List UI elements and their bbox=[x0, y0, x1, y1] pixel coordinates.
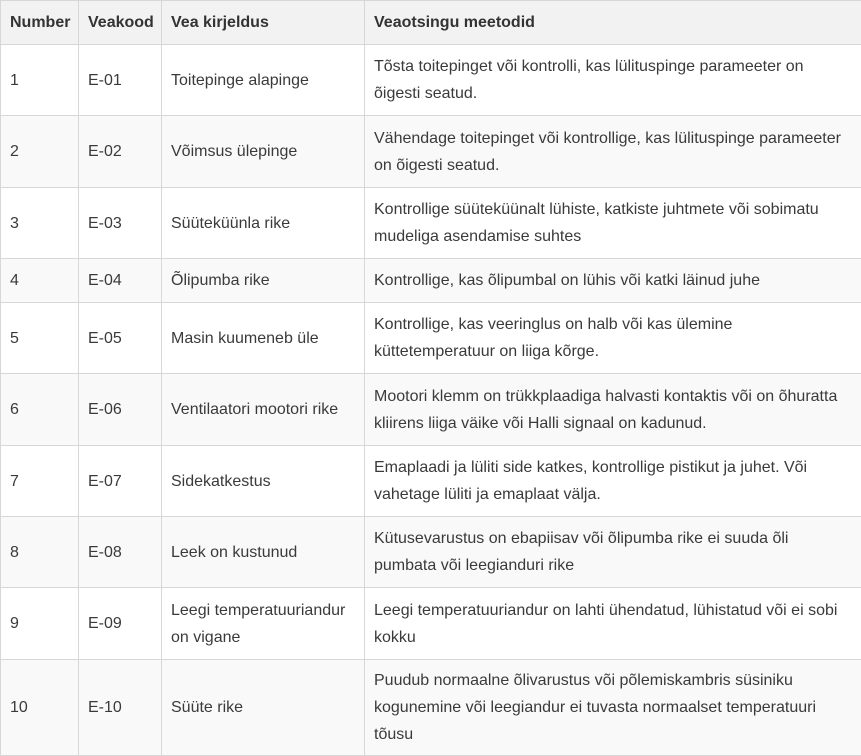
cell-fault-code: E-06 bbox=[79, 374, 162, 446]
cell-fault-description: Võimsus ülepinge bbox=[162, 116, 365, 188]
header-fault-description: Vea kirjeldus bbox=[162, 1, 365, 45]
cell-fault-description: Süüte rike bbox=[162, 660, 365, 756]
table-row bbox=[1, 116, 861, 188]
cell-fault-code: E-01 bbox=[79, 45, 162, 116]
table-row bbox=[1, 517, 861, 588]
cell-troubleshooting-method: Kontrollige süüteküünalt lühiste, katkiste juhtmete või sobimatu mudeliga asendamise suhtes bbox=[365, 188, 861, 259]
cell-troubleshooting-method: Vähendage toitepinget või kontrollige, kas lülituspinge parameeter on õigesti seatud. bbox=[365, 116, 861, 188]
cell-number: 7 bbox=[1, 446, 79, 517]
table-row bbox=[1, 303, 861, 374]
cell-troubleshooting-method: Puudub normaalne õlivarustus või põlemiskambris süsiniku kogunemine või leegiandur ei tuvasta normaalset temperatuuri tõusu bbox=[365, 660, 861, 756]
cell-troubleshooting-method: Leegi temperatuuriandur on lahti ühendatud, lühistatud või ei sobi kokku bbox=[365, 588, 861, 660]
cell-fault-code: E-10 bbox=[79, 660, 162, 756]
table-row bbox=[1, 660, 861, 756]
cell-number: 10 bbox=[1, 660, 79, 756]
header-troubleshooting-method: Veaotsingu meetodid bbox=[365, 1, 861, 45]
table-header bbox=[1, 1, 861, 45]
cell-fault-description: Ventilaatori mootori rike bbox=[162, 374, 365, 446]
cell-number: 6 bbox=[1, 374, 79, 446]
table-header-row bbox=[1, 1, 861, 45]
header-number: Number bbox=[1, 1, 79, 45]
cell-number: 3 bbox=[1, 188, 79, 259]
cell-number: 9 bbox=[1, 588, 79, 660]
cell-troubleshooting-method: Kontrollige, kas veeringlus on halb või kas ülemine küttetemperatuur on liiga kõrge. bbox=[365, 303, 861, 374]
table-row bbox=[1, 45, 861, 116]
cell-fault-description: Leek on kustunud bbox=[162, 517, 365, 588]
cell-fault-code: E-03 bbox=[79, 188, 162, 259]
table-row bbox=[1, 188, 861, 259]
table-row bbox=[1, 446, 861, 517]
cell-fault-code: E-09 bbox=[79, 588, 162, 660]
cell-troubleshooting-method: Mootori klemm on trükkplaadiga halvasti kontaktis või on õhuratta kliirens liiga väike või Halli signaal on kadunud. bbox=[365, 374, 861, 446]
cell-troubleshooting-method: Kontrollige, kas õlipumbal on lühis või katki läinud juhe bbox=[365, 259, 861, 303]
header-fault-code: Veakood bbox=[79, 1, 162, 45]
cell-number: 8 bbox=[1, 517, 79, 588]
table-body bbox=[1, 45, 861, 756]
cell-fault-code: E-05 bbox=[79, 303, 162, 374]
cell-number: 5 bbox=[1, 303, 79, 374]
cell-fault-description: Süüteküünla rike bbox=[162, 188, 365, 259]
cell-fault-code: E-08 bbox=[79, 517, 162, 588]
cell-fault-code: E-07 bbox=[79, 446, 162, 517]
cell-troubleshooting-method: Emaplaadi ja lüliti side katkes, kontrollige pistikut ja juhet. Või vahetage lüliti ja emaplaat välja. bbox=[365, 446, 861, 517]
table-row bbox=[1, 588, 861, 660]
cell-fault-description: Toitepinge alapinge bbox=[162, 45, 365, 116]
cell-number: 4 bbox=[1, 259, 79, 303]
cell-number: 1 bbox=[1, 45, 79, 116]
cell-fault-code: E-02 bbox=[79, 116, 162, 188]
cell-fault-description: Õlipumba rike bbox=[162, 259, 365, 303]
table-row bbox=[1, 259, 861, 303]
table-row bbox=[1, 374, 861, 446]
cell-troubleshooting-method: Tõsta toitepinget või kontrolli, kas lülituspinge parameeter on õigesti seatud. bbox=[365, 45, 861, 116]
cell-fault-description: Sidekatkestus bbox=[162, 446, 365, 517]
cell-fault-description: Leegi temperatuuriandur on vigane bbox=[162, 588, 365, 660]
cell-number: 2 bbox=[1, 116, 79, 188]
cell-fault-description: Masin kuumeneb üle bbox=[162, 303, 365, 374]
cell-troubleshooting-method: Kütusevarustus on ebapiisav või õlipumba rike ei suuda õli pumbata või leegianduri rike bbox=[365, 517, 861, 588]
cell-fault-code: E-04 bbox=[79, 259, 162, 303]
